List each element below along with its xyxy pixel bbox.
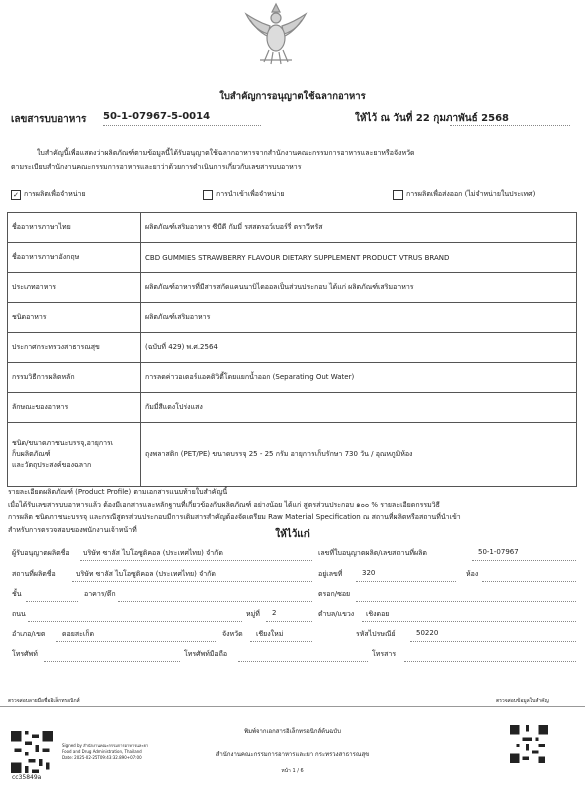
table-row: [8, 423, 577, 487]
row-value: ถุงพลาสติก (PET/PE) ขนาดบรรจุ 25 - 25 กรัม อายุการเก็บรักษา 730 วัน / อุณหภูมิห้อง: [141, 423, 577, 487]
checkbox-export[interactable]: การผลิตเพื่อส่งออก (ไม่จำหน่ายในประเทศ): [393, 189, 535, 200]
place-value: บริษัท ซาลัส ไบโอซูติคอล (ประเทศไทย) จำกัด: [76, 570, 216, 578]
license-label: เลขที่ใบอนุญาตผลิต/เลขสถานที่ผลิต: [318, 549, 427, 557]
province-value: เชียงใหม่: [256, 630, 284, 638]
dotted-line: [72, 581, 312, 582]
garuda-emblem: [240, 0, 312, 66]
table-row: [8, 393, 577, 423]
postal-value: 50220: [416, 629, 439, 637]
dotted-line: [26, 601, 78, 602]
row-value: CBD GUMMIES STRAWBERRY FLAVOUR DIETARY SUPPLEMENT PRODUCT VTRUS BRAND: [141, 243, 577, 273]
page-number: หน้า 1 / 6: [281, 768, 304, 774]
license-value: 50-1-07967: [478, 548, 519, 556]
row-key: ลักษณะของอาหาร: [8, 393, 141, 423]
footer-divider: [0, 706, 585, 707]
dotted-line: [482, 581, 576, 582]
checkbox-mark[interactable]: [393, 190, 403, 200]
granted-to-heading: ให้ไว้แก่: [275, 529, 310, 540]
fax-label: โทรสาร: [372, 650, 397, 658]
row-key: ชนิดอาหาร: [8, 303, 141, 333]
dotted-line: [250, 641, 312, 642]
floor-label: ชั้น: [12, 590, 22, 598]
row-value: การลดค่าวอเตอร์แอคติวิตี้โดยแยกน้ำออก (Separating Out Water): [141, 363, 577, 393]
verify-caption: ตรวจสอบข้อมูลใบสำคัญ: [496, 698, 549, 704]
room-label: ห้อง: [466, 570, 479, 578]
row-value: ผลิตภัณฑ์เสริมอาหาร: [141, 303, 577, 333]
dotted-line: [44, 661, 180, 662]
phone-label: โทรศัพท์: [12, 650, 38, 658]
province-label: จังหวัด: [222, 630, 243, 638]
table-row: [8, 303, 577, 333]
table-row: [8, 213, 577, 243]
table-row: [8, 363, 577, 393]
holder-value: บริษัท ซาลัส ไบโอซูติคอล (ประเทศไทย) จำกัด: [83, 549, 223, 557]
dotted-line: [80, 560, 312, 561]
dotted-line: [28, 621, 242, 622]
house-no-label: อยู่เลขที่: [318, 570, 343, 578]
issued-dotted-line: [450, 125, 570, 126]
row-key: ชื่ออาหารภาษาไทย: [8, 213, 141, 243]
dotted-line: [356, 581, 456, 582]
row-key: ชนิด/ขนาดภาชนะบรรจุ,อายุการเ ก็บผลิตภัณฑ์ และวัตถุประสงค์ของฉลาก: [8, 423, 141, 487]
mobile-label: โทรศัพท์มือถือ: [184, 650, 228, 658]
place-label: สถานที่ผลิตชื่อ: [12, 570, 56, 578]
checkbox-mark[interactable]: ✓: [11, 190, 21, 200]
signature-caption: ตรวจสอบลายมือชื่ออิเล็กทรอนิกส์: [8, 698, 80, 704]
product-profile-paragraph: รายละเอียดผลิตภัณฑ์ (Product Profile) ตามเอกสารแนบท้ายใบสำคัญนี้ เมื่อได้รับเลขสารบบอาหารแล้ว ต้องมีเอกสารและหลักฐานที่เกี่ยวข้องกับผลิตภัณฑ์ อย่างน้อย ได้แก่ สูตรส่วนประกอบ ๑๐๐ % รายละเอียดกรรมวิธี การผลิต ชนิดภาชนะบรรจุ และกรณีสูตรส่วนประกอบมีการเติมสารสำคัญต้องจัดเตรียม Raw Material Specification ณ สถานที่ผลิตหรือสถานที่นำเข้า สำหรับการตรวจสอบของพนักงานเจ้าหน้าที่: [8, 488, 461, 534]
checkbox-import[interactable]: การนำเข้าเพื่อจำหน่าย: [203, 189, 284, 200]
row-key: ประกาศกระทรวงสาธารณสุข: [8, 333, 141, 363]
dotted-line: [410, 641, 576, 642]
building-label: อาคาร/ตึก: [84, 590, 116, 598]
tambon-value: เชิงดอย: [366, 610, 390, 618]
digital-signature-info: Signed by สำนักงานคณะกรรมการอาหารและยา Food and Drug Administration, Thailand Date: 2025-02-25T09:43:32.890+07:00: [62, 743, 149, 760]
intro-paragraph: ใบสำคัญนี้เพื่อแสดงว่าผลิตภัณฑ์ตามข้อมูลนี้ได้รับอนุญาตใช้ฉลากอาหารจากสำนักงานคณะกรรมการอาหารและยาหรือจังหวัด ตามระเบียบสำนักงานคณะกรรมการอาหารและยาว่าด้วยการดำเนินการเกี่ยวกับเลขสารบบอาหาร: [11, 149, 415, 171]
dotted-line: [266, 621, 312, 622]
dotted-line: [118, 601, 312, 602]
row-key: ประเภทอาหาร: [8, 273, 141, 303]
house-no-value: 320: [362, 569, 376, 577]
row-value: ผลิตภัณฑ์อาหารที่มีสารสกัดแคนนาบิไดออลเป็นส่วนประกอบ ได้แก่ ผลิตภัณฑ์เสริมอาหาร: [141, 273, 577, 303]
amphoe-value: ดอยสะเก็ด: [62, 630, 95, 638]
amphoe-label: อำเภอ/เขต: [12, 630, 46, 638]
product-info-table: [7, 212, 577, 487]
office-name: สำนักงานคณะกรรมการอาหารและยา กระทรวงสาธารณสุข: [215, 751, 370, 758]
checkbox-production[interactable]: ✓ การผลิตเพื่อจำหน่าย: [11, 189, 86, 200]
row-value: กัมมี่สีแดงโปร่งแสง: [141, 393, 577, 423]
table-row: [8, 273, 577, 303]
dotted-line: [238, 661, 368, 662]
road-label: ถนน: [12, 610, 26, 618]
verify-qr-code[interactable]: [510, 725, 548, 763]
holder-label: ผู้รับอนุญาตผลิตชื่อ: [12, 549, 70, 557]
moo-label: หมู่ที่: [246, 610, 260, 618]
table-row: [8, 243, 577, 273]
alley-label: ตรอก/ซอย: [318, 590, 351, 598]
dotted-line: [404, 661, 576, 662]
moo-value: 2: [272, 609, 277, 617]
dotted-line: [356, 601, 576, 602]
tambon-label: ตำบล/แขวง: [318, 610, 355, 618]
row-value: (ฉบับที่ 429) พ.ศ.2564: [141, 333, 577, 363]
document-code: cc35849a: [12, 774, 42, 781]
registration-label: เลขสารบบอาหาร: [11, 114, 87, 125]
registration-number: 50-1-07967-5-0014: [103, 111, 211, 122]
postal-label: รหัสไปรษณีย์: [356, 630, 396, 638]
checkbox-mark[interactable]: [203, 190, 213, 200]
table-row: [8, 333, 577, 363]
document-title: ใบสำคัญการอนุญาตใช้ฉลากอาหาร: [219, 91, 366, 102]
row-key: กรรมวิธีการผลิตหลัก: [8, 363, 141, 393]
dotted-line: [472, 560, 576, 561]
print-note: พิมพ์จากเอกสารอิเล็กทรอนิกส์ต้นฉบับ: [244, 728, 341, 735]
issued-date: ให้ไว้ ณ วันที่ 22 กุมภาพันธ์ 2568: [355, 113, 509, 124]
registration-dotted-line: [103, 125, 261, 126]
row-key: ชื่ออาหารภาษาอังกฤษ: [8, 243, 141, 273]
row-value: ผลิตภัณฑ์เสริมอาหาร ซีบีดี กัมมี่ รสสตรอว์เบอร์รี่ ตราวีทรัส: [141, 213, 577, 243]
dotted-line: [56, 641, 216, 642]
dotted-line: [362, 621, 576, 622]
